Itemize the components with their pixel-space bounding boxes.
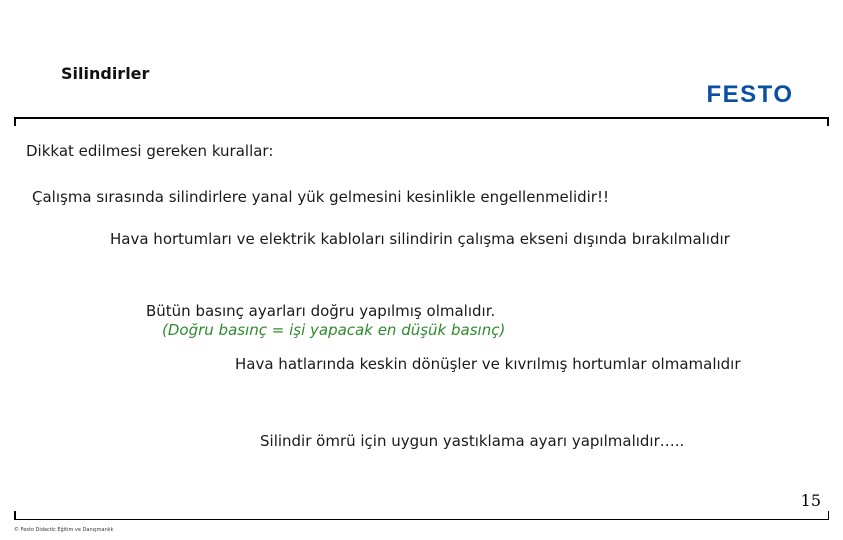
page-number: 15 [800, 491, 821, 510]
footer-divider-right-tick [828, 511, 829, 520]
rule-item: Bütün basınç ayarları doğru yapılmış olmalıdır. [146, 302, 496, 320]
header-divider-right-tick [827, 117, 829, 126]
rule-item: Çalışma sırasında silindirlere yanal yük gelmesini kesinlikle engellenmelidir!! [32, 188, 610, 206]
slide-title: Silindirler [61, 64, 150, 83]
festo-logo [689, 83, 811, 105]
rule-item: Hava hortumları ve elektrik kabloları silindirin çalışma ekseni dışında bırakılmalıdır [110, 230, 730, 248]
rules-heading: Dikkat edilmesi gereken kurallar: [26, 142, 274, 160]
svg-text:FESTO: FESTO [706, 83, 794, 105]
rule-item: Hava hatlarında keskin dönüşler ve kıvrılmış hortumlar olmamalıdır [235, 355, 741, 373]
footer-copyright: © Festo Didactic Eğitim ve Danışmanlık [14, 527, 114, 533]
footer-divider [14, 519, 829, 520]
header-divider [14, 117, 829, 119]
footer-divider-left-tick [14, 511, 16, 520]
rule-item: Silindir ömrü için uygun yastıklama ayarı yapılmalıdır….. [260, 432, 685, 450]
header-divider-left-tick [14, 117, 16, 126]
rule-item-note: (Doğru basınç = işi yapacak en düşük basınç) [162, 321, 506, 339]
